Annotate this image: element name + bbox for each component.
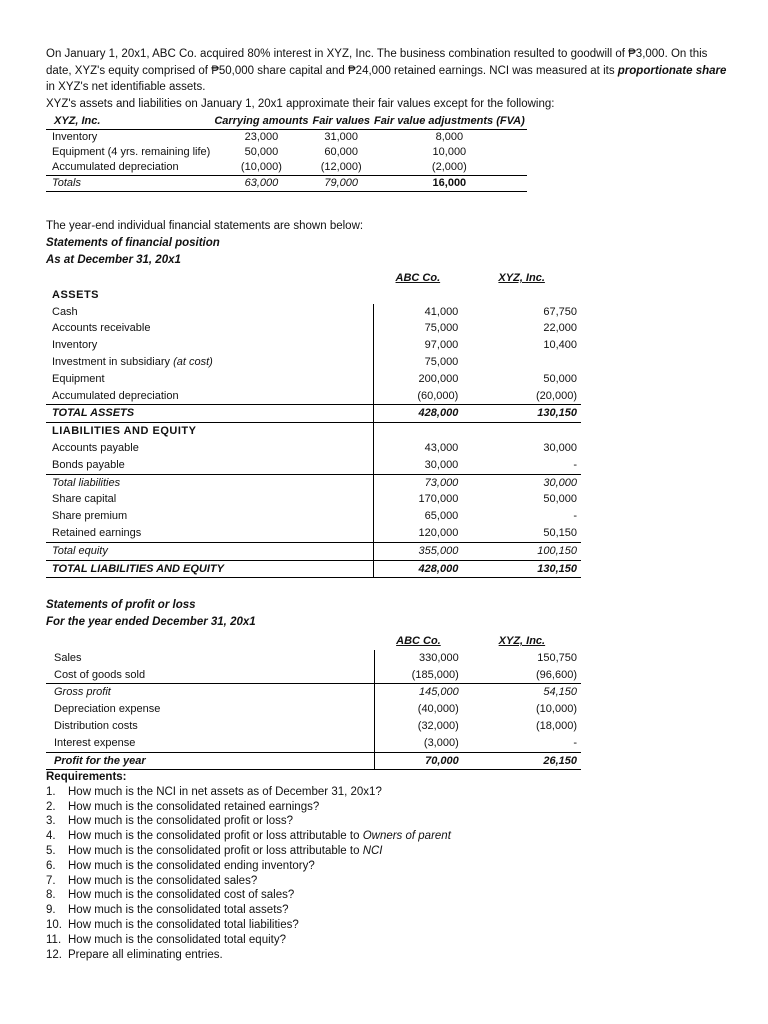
fva-row: Inventory 23,000 31,000 8,000	[52, 131, 464, 143]
pl-row: Distribution costs (32,000) (18,000)	[46, 718, 581, 735]
pl-subtitle: For the year ended December 31, 20x1	[46, 616, 256, 628]
pl-row: Interest expense (3,000) -	[46, 735, 581, 752]
sfp-asset-row: Equipment 200,000 50,000	[46, 371, 581, 388]
sfp-total-equity: Total equity 355,000 100,150	[46, 542, 581, 560]
requirement-item: 1. How much is the NCI in net assets as of December 31, 20x1?	[46, 785, 382, 798]
sfp-asset-row: Accumulated depreciation (60,000) (20,000)	[46, 388, 581, 405]
pl-row: Sales 330,000 150,750	[46, 650, 581, 667]
sfp-title: Statements of financial position	[46, 237, 220, 249]
fva-header-entity: XYZ, Inc.	[46, 114, 212, 130]
requirements-list	[46, 785, 451, 963]
requirement-item: 9. How much is the consolidated total assets?	[46, 904, 289, 917]
pl-column-headers	[46, 633, 581, 650]
sfp-total-assets: TOTAL ASSETS 428,000 130,150	[46, 405, 581, 423]
sfp-asset-row: Investment in subsidiary (at cost) 75,000	[46, 354, 581, 371]
requirement-item: 10. How much is the consolidated total liabilities?	[46, 918, 299, 931]
pl-gross-profit: Gross profit 145,000 54,150	[46, 684, 581, 701]
requirement-item: 2. How much is the consolidated retained earnings?	[46, 800, 320, 813]
sfp-total-liabilities: Total liabilities 73,000 30,000	[46, 474, 581, 491]
fva-header-fair: Fair values	[310, 114, 371, 130]
requirement-item: 11. How much is the consolidated total equity?	[46, 933, 286, 946]
sfp-asset-row: Inventory 97,000 10,400	[46, 337, 581, 354]
requirement-item: 7. How much is the consolidated sales?	[46, 874, 258, 887]
requirements	[46, 770, 451, 962]
fva-total-row: Totals 63,000 79,000 16,000	[46, 176, 527, 192]
fva-header-carrying: Carrying amounts	[212, 114, 310, 130]
pl-col-xyz: XYZ, Inc.	[498, 635, 546, 647]
sfp-subtitle: As at December 31, 20x1	[46, 254, 181, 266]
sfp-le-header: LIABILITIES AND EQUITY	[46, 423, 581, 440]
fva-header-row	[46, 114, 527, 130]
fva-row: Equipment (4 yrs. remaining life) 50,000 60,000 10,000	[52, 146, 467, 158]
intro-text	[46, 46, 736, 112]
sfp-col-abc: ABC Co.	[395, 272, 441, 284]
sfp-table	[46, 270, 581, 578]
pl-row: Cost of goods sold (185,000) (96,600)	[46, 667, 581, 684]
requirement-item: 3. How much is the consolidated profit or loss?	[46, 815, 293, 828]
fva-header-adjustments: Fair value adjustments (FVA)	[372, 114, 527, 130]
requirement-item: 6. How much is the consolidated ending inventory?	[46, 859, 315, 872]
intro-paragraph-1: On January 1, 20x1, ABC Co. acquired 80% interest in XYZ, Inc. The business combination resulted to goodwill of ₱3,000. On this date, XYZ's equity comprised of ₱50,000 share capital and ₱24,000 retained earnings. NCI was measured at its proportionate share in XYZ's net identifiable assets.	[46, 48, 727, 93]
requirement-item: 12. Prepare all eliminating entries.	[46, 948, 223, 961]
requirement-item: 4. How much is the consolidated profit or loss attributable to Owners of parent	[46, 830, 451, 843]
requirements-title: Requirements:	[46, 771, 127, 783]
sfp-intro: The year-end individual financial statements are shown below:	[46, 220, 364, 232]
sfp-asset-row: Accounts receivable 75,000 22,000	[46, 320, 581, 337]
pl-table	[46, 633, 581, 770]
pl-col-abc: ABC Co.	[396, 635, 441, 647]
fva-table	[46, 114, 527, 192]
fva-row: Accumulated depreciation (10,000) (12,000) (2,000)	[52, 161, 467, 173]
sfp-liability-row: Accounts payable 43,000 30,000	[46, 440, 581, 457]
requirement-item: 5. How much is the consolidated profit or loss attributable to NCI	[46, 844, 383, 857]
requirement-item: 8. How much is the consolidated cost of sales?	[46, 889, 295, 902]
sfp-asset-row: Cash 41,000 67,750	[46, 304, 581, 321]
intro-bold-phrase: proportionate share	[617, 64, 727, 77]
sfp-equity-row: Share premium 65,000 -	[46, 508, 581, 525]
sfp-total-liabilities-equity: TOTAL LIABILITIES AND EQUITY 428,000 130,150	[46, 560, 581, 578]
sfp-equity-row: Retained earnings 120,000 50,150	[46, 525, 581, 542]
sfp-equity-row: Share capital 170,000 50,000	[46, 491, 581, 508]
sfp-column-headers	[46, 270, 581, 287]
sfp-liability-row: Bonds payable 30,000 -	[46, 457, 581, 474]
intro-paragraph-2: XYZ's assets and liabilities on January 1, 20x1 approximate their fair values except for the following:	[46, 97, 555, 110]
pl-profit-for-year: Profit for the year 70,000 26,150	[46, 752, 581, 770]
pl-row: Depreciation expense (40,000) (10,000)	[46, 701, 581, 718]
sfp-col-xyz: XYZ, Inc.	[498, 272, 545, 284]
sfp-assets-header: ASSETS	[52, 288, 100, 301]
pl-title: Statements of profit or loss	[46, 599, 196, 611]
